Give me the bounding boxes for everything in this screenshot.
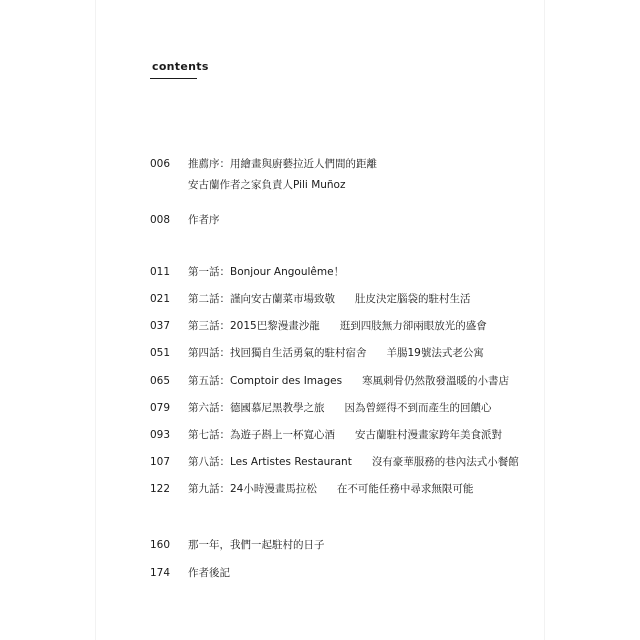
- page-number: 037: [150, 320, 171, 332]
- page-number: 021: [150, 293, 171, 305]
- page-number: 051: [150, 347, 171, 359]
- page-number: 107: [150, 456, 171, 468]
- entry-subtitle: 在不可能任務中尋求無限可能: [336, 483, 474, 495]
- entry-subtitle: 肚皮決定腦袋的駐村生活: [355, 293, 471, 305]
- toc-entry: [150, 428, 502, 442]
- entry-title: 作者序: [188, 214, 220, 226]
- entry-subtitle: 逛到四肢無力卻兩眼放光的盛會: [339, 320, 487, 332]
- entry-subtitle: 沒有豪華服務的巷內法式小餐館: [371, 456, 519, 468]
- toc-entry: [150, 265, 344, 279]
- entry-title: 第五話：Comptoir des Images: [188, 375, 343, 387]
- toc-entry: [150, 482, 473, 496]
- entry-subtitle: 因為曾經得不到而產生的回饋心: [344, 402, 492, 414]
- page-number: 174: [150, 567, 171, 579]
- toc-entry: [150, 374, 509, 388]
- entry-title: 第九話：24小時漫畫馬拉松: [188, 483, 317, 495]
- entry-title: 第六話：德國慕尼黑教學之旅: [188, 402, 325, 414]
- toc-entry: [150, 346, 484, 360]
- page-number: 093: [150, 429, 171, 441]
- toc-entry: [150, 157, 377, 171]
- page-number: 008: [150, 214, 171, 226]
- entry-title: 推薦序：用繪畫與廚藝拉近人們間的距離: [188, 158, 377, 170]
- page-number: 160: [150, 539, 171, 551]
- heading-underline: [150, 78, 197, 79]
- toc-entry: [150, 401, 492, 415]
- entry-title: 第一話：Bonjour Angoulême！: [188, 266, 345, 278]
- toc-entry: [150, 455, 519, 469]
- entry-title: 作者後記: [188, 567, 230, 579]
- entry-subtitle: 安古蘭駐村漫畫家跨年美食派對: [355, 429, 502, 441]
- entry-title: 第四話：找回獨自生活勇氣的駐村宿舍: [188, 347, 367, 359]
- page-number: 065: [150, 375, 171, 387]
- page-number: 011: [150, 266, 171, 278]
- page-number: 122: [150, 483, 171, 495]
- page-number: 006: [150, 158, 171, 170]
- page-number: 079: [150, 402, 171, 414]
- entry-subtitle: 寒風刺骨仍然散發溫暖的小書店: [362, 375, 510, 387]
- entry-title: 那一年，我們一起駐村的日子: [188, 539, 325, 551]
- toc-entry: [150, 566, 230, 580]
- toc-entry: [150, 319, 487, 333]
- toc-entry: [150, 213, 220, 227]
- entry-title: 第七話：為遊子斟上一杯寬心酒: [188, 429, 335, 441]
- contents-heading: contents: [152, 60, 209, 73]
- toc-entry: [150, 292, 471, 306]
- entry-title: 第八話：Les Artistes Restaurant: [188, 456, 352, 468]
- entry-subtitle: 安古蘭作者之家負責人Pili Muñoz: [188, 179, 346, 191]
- entry-subtitle: 羊腸19號法式老公寓: [386, 347, 484, 359]
- entry-title: 第二話：謹向安古蘭菜市場致敬: [188, 293, 335, 305]
- entry-title: 第三話：2015巴黎漫畫沙龍: [188, 320, 320, 332]
- toc-entry: [150, 538, 325, 552]
